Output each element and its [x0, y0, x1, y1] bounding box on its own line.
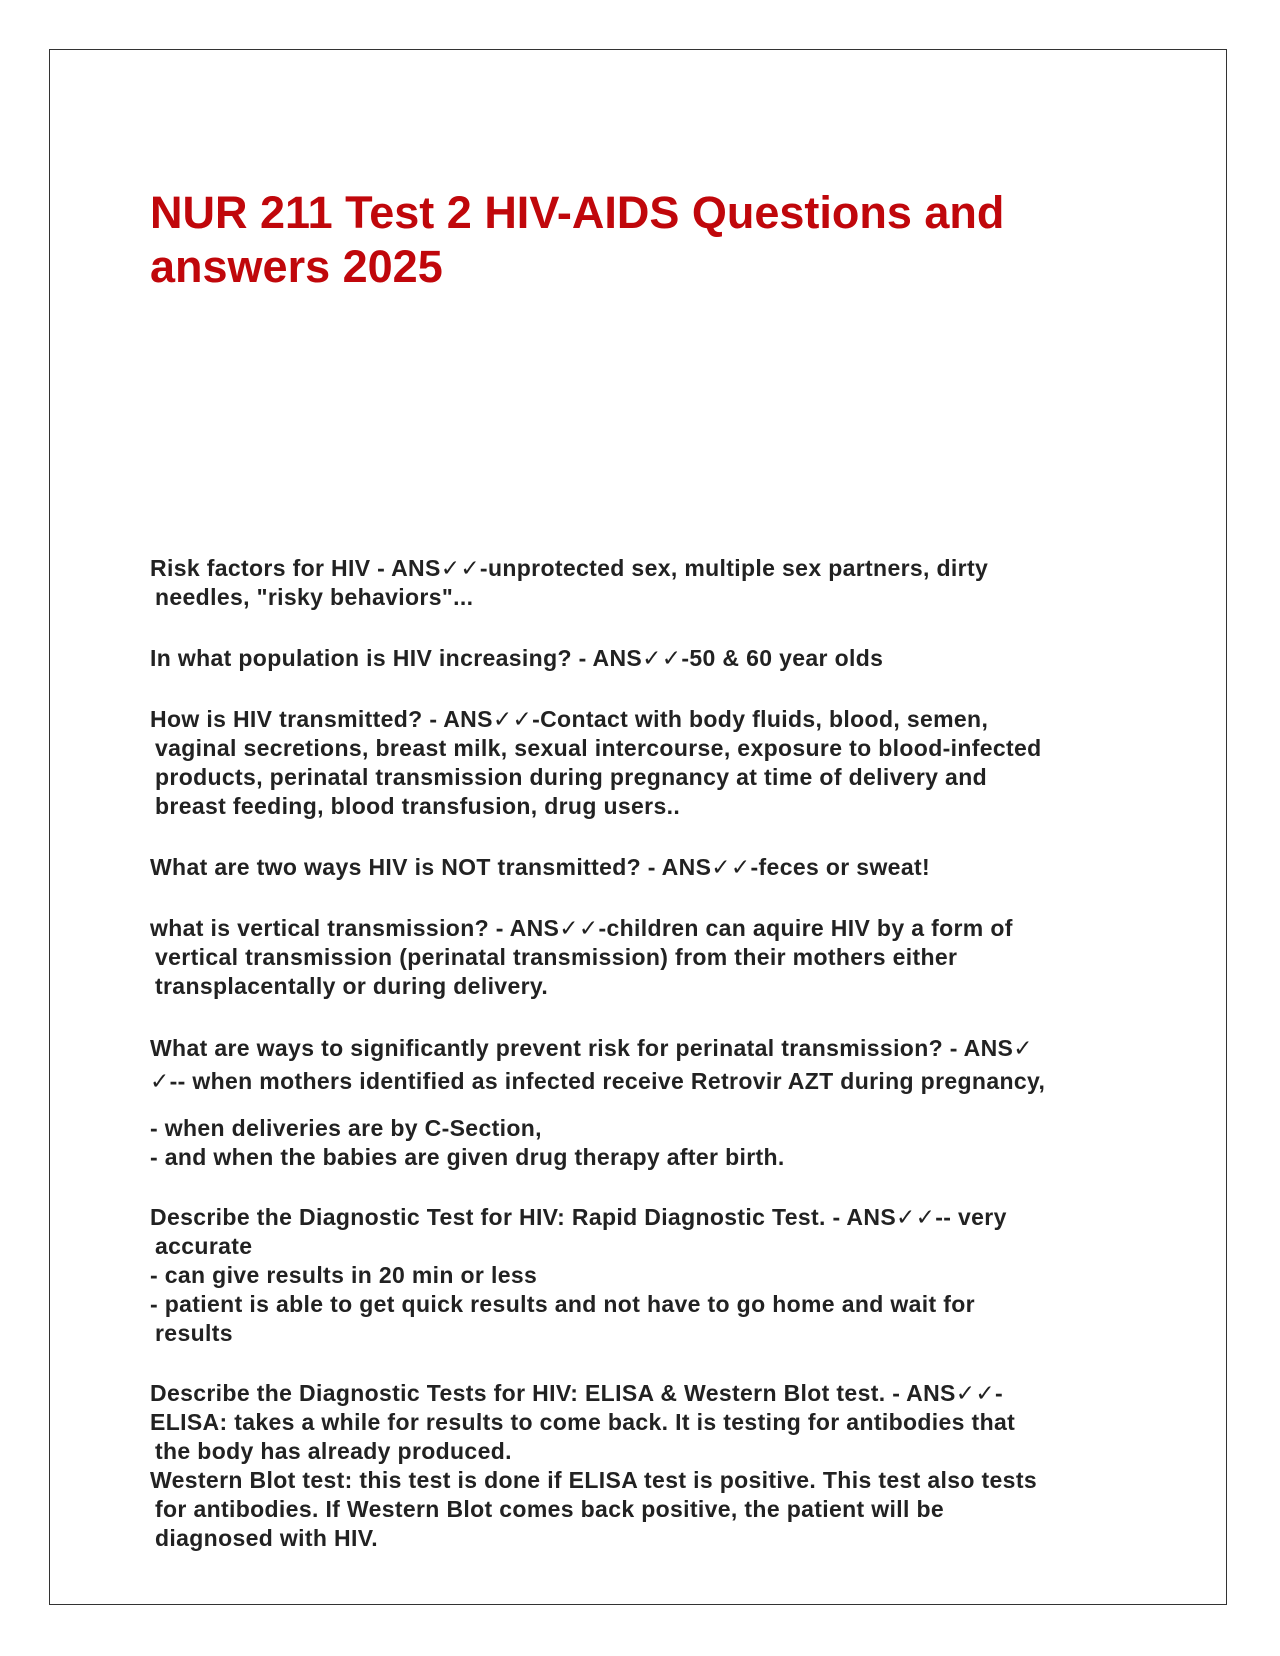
qa-line: the body has already produced.	[155, 1438, 512, 1464]
qa-item-not-transmitted	[150, 853, 1130, 882]
qa-item-perinatal-prevention	[150, 1032, 1130, 1098]
qa-line: - patient is able to get quick results and not have to go home and wait for	[150, 1291, 975, 1317]
qa-line: What are two ways HIV is NOT transmitted? - ANS✓✓-feces or sweat!	[150, 854, 930, 880]
qa-line: transplacentally or during delivery.	[155, 973, 549, 999]
qa-line: ✓-- when mothers identified as infected receive Retrovir AZT during pregnancy,	[150, 1068, 1046, 1094]
qa-line: - when deliveries are by C-Section,	[150, 1115, 542, 1141]
qa-line: What are ways to significantly prevent risk for perinatal transmission? - ANS✓	[150, 1035, 1033, 1061]
qa-line: In what population is HIV increasing? - ANS✓✓-50 & 60 year olds	[150, 645, 884, 671]
qa-line: How is HIV transmitted? - ANS✓✓-Contact with body fluids, blood, semen,	[150, 706, 989, 732]
qa-line: diagnosed with HIV.	[155, 1525, 379, 1551]
title-line: answers 2025	[150, 241, 443, 292]
qa-item-vertical-transmission	[150, 914, 1130, 1001]
qa-line: breast feeding, blood transfusion, drug users..	[155, 793, 681, 819]
title-line: NUR 211 Test 2 HIV-AIDS Questions and	[150, 187, 1005, 238]
qa-line: Describe the Diagnostic Test for HIV: Rapid Diagnostic Test. - ANS✓✓-- very	[150, 1204, 1007, 1230]
qa-item-transmission	[150, 705, 1130, 821]
qa-line: products, perinatal transmission during pregnancy at time of delivery and	[155, 764, 987, 790]
qa-line: vaginal secretions, breast milk, sexual intercourse, exposure to blood-infected	[155, 735, 1042, 761]
qa-line: accurate	[155, 1233, 253, 1259]
qa-line: for antibodies. If Western Blot comes back positive, the patient will be	[155, 1496, 945, 1522]
qa-line: Risk factors for HIV - ANS✓✓-unprotected sex, multiple sex partners, dirty	[150, 555, 989, 581]
qa-item-rapid-diagnostic-test	[150, 1203, 1130, 1348]
qa-line: ELISA: takes a while for results to come back. It is testing for antibodies that	[150, 1409, 1016, 1435]
qa-line: Western Blot test: this test is done if ELISA test is positive. This test also tests	[150, 1467, 1037, 1493]
qa-item-perinatal-prevention-continued	[150, 1114, 1130, 1172]
qa-line: Describe the Diagnostic Tests for HIV: ELISA & Western Blot test. - ANS✓✓-	[150, 1380, 1003, 1406]
qa-item-population	[150, 644, 1130, 673]
qa-line: results	[155, 1320, 233, 1346]
qa-line: - and when the babies are given drug therapy after birth.	[150, 1144, 785, 1170]
qa-line: what is vertical transmission? - ANS✓✓-children can aquire HIV by a form of	[150, 915, 1013, 941]
document-title	[150, 186, 1110, 294]
qa-line: needles, "risky behaviors"...	[155, 584, 474, 610]
qa-line: vertical transmission (perinatal transmission) from their mothers either	[155, 944, 958, 970]
qa-item-risk-factors	[150, 554, 1130, 612]
qa-item-elisa-western-blot	[150, 1379, 1130, 1553]
qa-line: - can give results in 20 min or less	[150, 1262, 538, 1288]
